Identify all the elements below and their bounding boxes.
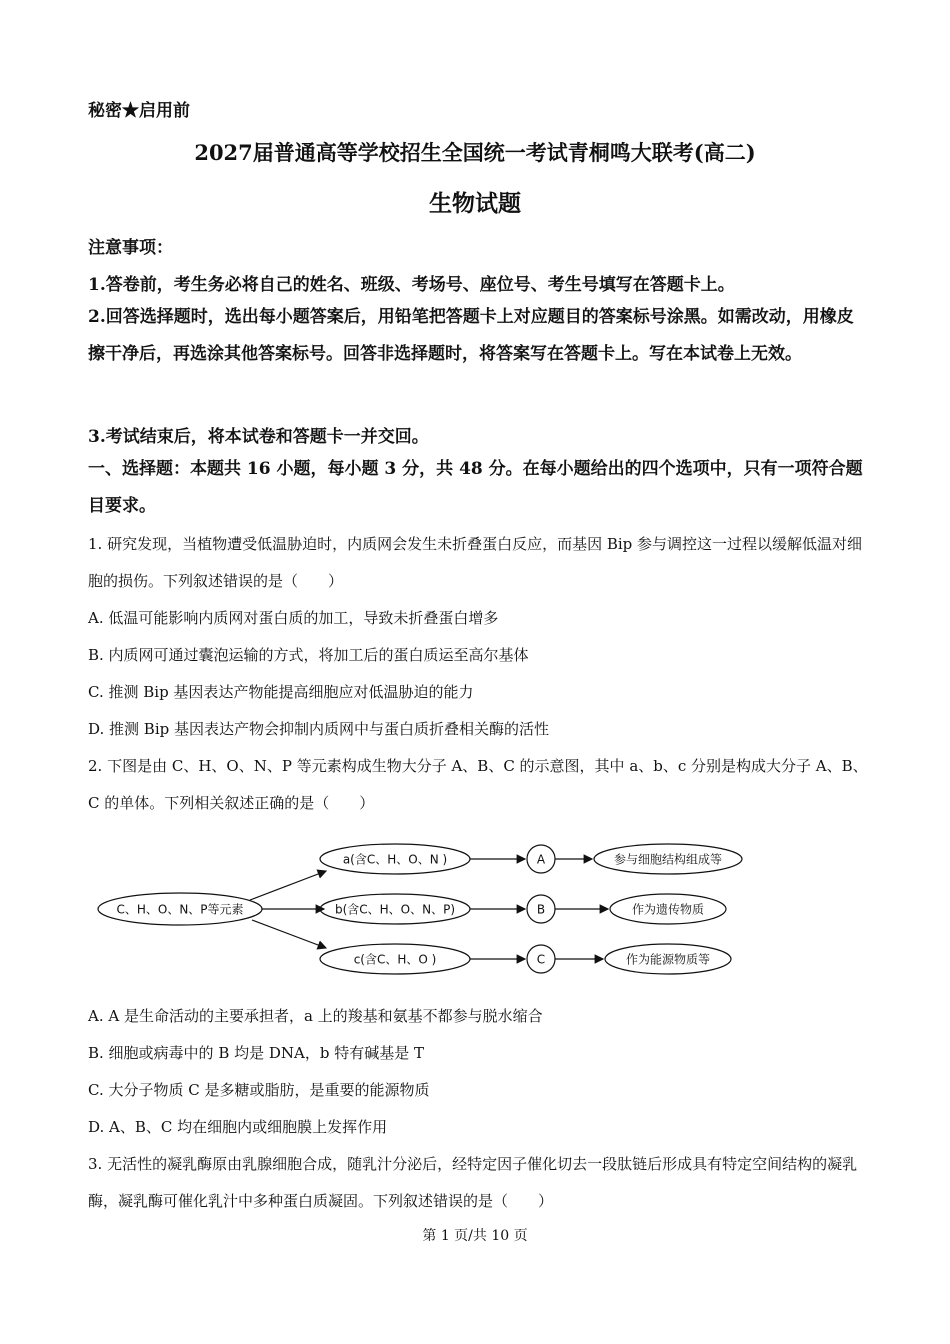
notice-item-2: 2.回答选择题时，选出每小题答案后，用铅笔把答题卡上对应题目的答案标号涂黑。如需改动，用橡皮擦干净后，再选涂其他答案标号。回答非选择题时，将答案写在答题卡上。写在本试卷上无效。 xyxy=(88,307,854,364)
section-heading: 一、选择题：本题共 16 小题，每小题 3 分，共 48 分。在每小题给出的四个选项中，只有一项符合题目要求。 xyxy=(88,459,863,516)
confidential-label: 秘密★启用前 xyxy=(88,101,190,121)
question-1-option-b: B. 内质网可通过囊泡运输的方式，将加工后的蛋白质运至高尔基体 xyxy=(88,646,529,664)
question-1-option-a: A. 低温可能影响内质网对蛋白质的加工，导致未折叠蛋白增多 xyxy=(88,609,499,627)
notice-heading: 注意事项： xyxy=(88,238,173,258)
function-c-label: 作为能源物质等 xyxy=(625,952,711,967)
monomer-c-label: c(含C、H、O ) xyxy=(353,952,437,967)
page-number: 第 1 页/共 10 页 xyxy=(422,1228,528,1244)
monomer-b-label: b(含C、H、O、N、P) xyxy=(334,902,456,917)
function-b-label: 作为遗传物质 xyxy=(631,902,705,917)
question-2-option-d: D. A、B、C 均在细胞内或细胞膜上发挥作用 xyxy=(88,1118,388,1136)
exam-title: 2027届普通高等学校招生全国统一考试青桐鸣大联考(高二) xyxy=(194,140,756,165)
macromolecule-diagram xyxy=(90,838,790,988)
question-1-option-d: D. 推测 Bip 基因表达产物会抑制内质网中与蛋白质折叠相关酶的活性 xyxy=(88,720,549,738)
question-2-stem: 2. 下图是由 C、H、O、N、P 等元素构成生物大分子 A、B、C 的示意图，其中 a、b、c 分别是构成大分子 A、B、C 的单体。下列相关叙述正确的是（ ） xyxy=(88,757,868,812)
question-1-stem: 1. 研究发现，当植物遭受低温胁迫时，内质网会发生未折叠蛋白反应，而基因 Bip 参与调控这一过程以缓解低温对细胞的损伤。下列叙述错误的是（ ） xyxy=(88,535,863,590)
question-3-stem: 3. 无活性的凝乳酶原由乳腺细胞合成，随乳汁分泌后，经特定因子催化切去一段肽链后形成具有特定空间结构的凝乳酶，凝乳酶可催化乳汁中多种蛋白质凝固。下列叙述错误的是（ ） xyxy=(88,1155,858,1210)
macromolecule-b-label: B xyxy=(536,902,546,917)
elements-label: C、H、O、N、P等元素 xyxy=(116,902,244,917)
question-2-option-b: B. 细胞或病毒中的 B 均是 DNA，b 特有碱基是 T xyxy=(88,1044,425,1062)
question-2-option-a: A. A 是生命活动的主要承担者，a 上的羧基和氨基不都参与脱水缩合 xyxy=(88,1007,543,1025)
arrow-to-monomer-a xyxy=(250,871,326,900)
arrow-to-monomer-c xyxy=(252,920,326,948)
notice-item-1: 1.答卷前，考生务必将自己的姓名、班级、考场号、座位号、考生号填写在答题卡上。 xyxy=(88,275,735,295)
monomer-a-label: a(含C、H、O、N ) xyxy=(342,852,448,867)
function-a-label: 参与细胞结构组成等 xyxy=(613,852,723,867)
macromolecule-a-label: A xyxy=(536,852,546,867)
notice-item-3: 3.考试结束后，将本试卷和答题卡一并交回。 xyxy=(88,427,429,447)
question-2-option-c: C. 大分子物质 C 是多糖或脂肪，是重要的能源物质 xyxy=(88,1081,430,1099)
macromolecule-c-label: C xyxy=(536,952,546,967)
subject-title: 生物试题 xyxy=(429,190,521,217)
question-1-option-c: C. 推测 Bip 基因表达产物能提高细胞应对低温胁迫的能力 xyxy=(88,683,474,701)
